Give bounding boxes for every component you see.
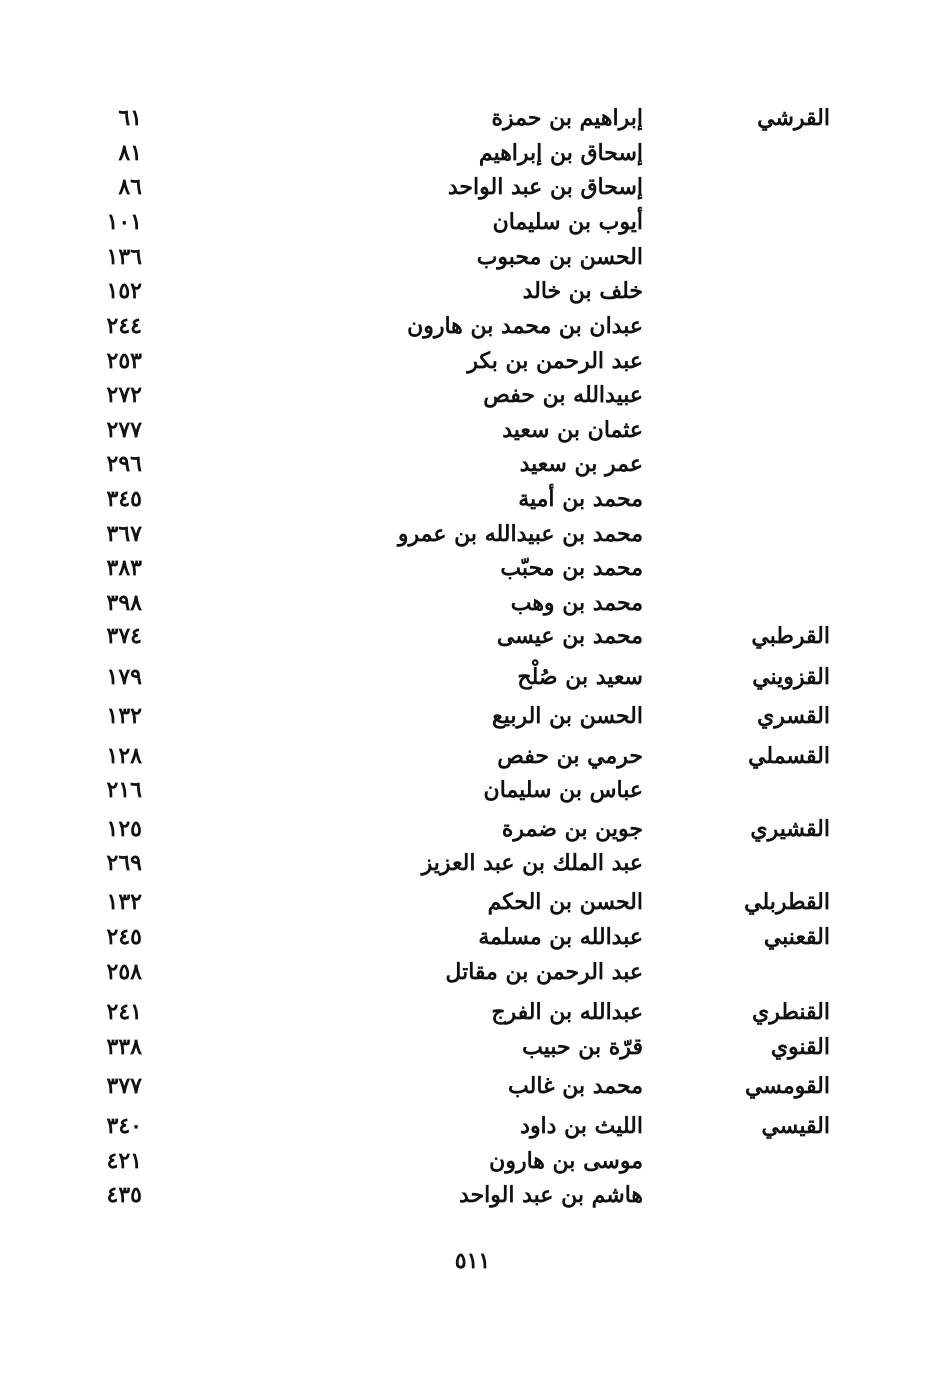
entry-page-number: ٣٨٣ [106,555,142,581]
entry-name: موسى بن هارون [489,1148,643,1174]
entry-nisba: القعنبي [763,924,830,950]
entry-page-number: ٢٤٥ [106,924,142,950]
entry-page-number: ٢٦٩ [106,850,142,876]
index-entry [0,346,945,376]
entry-page-number: ٢٧٢ [106,382,142,408]
entry-name: عبيدالله بن حفص [483,382,643,408]
entry-page-number: ٣٧٧ [106,1073,142,1099]
index-entry [0,207,945,237]
entry-page-number: ٢٥٣ [106,348,142,374]
entry-name: محمد بن أمية [518,486,643,512]
index-entry [0,1180,945,1210]
entry-name: عبدالله بن مسلمة [478,924,643,950]
index-entry [0,1111,945,1141]
entry-name: الحسن بن محبوب [476,244,643,270]
entry-page-number: ٢٥٨ [106,959,142,985]
entry-page-number: ٤٢١ [106,1148,142,1174]
index-entry [0,138,945,168]
entry-page-number: ٨٦ [118,174,142,200]
entry-name: إبراهيم بن حمزة [491,105,643,131]
entry-page-number: ٢١٦ [106,777,142,803]
entry-page-number: ٣٩٨ [106,590,142,616]
entry-name: محمد بن غالب [508,1073,643,1099]
index-entry [0,887,945,917]
index-entry [0,1032,945,1062]
index-entry [0,701,945,731]
index-entry [0,1146,945,1176]
entry-page-number: ١٢٨ [106,743,142,769]
index-entry [0,553,945,583]
entry-page-number: ١٣٦ [106,244,142,270]
entry-nisba: القرطبي [751,623,830,649]
entry-name: سعيد بن صُلْح [517,664,643,690]
index-entry [0,519,945,549]
index-entry [0,662,945,692]
index-entry [0,775,945,805]
entry-name: عبد الرحمن بن مقاتل [445,959,643,985]
entry-name: محمد بن عيسى [496,623,643,649]
entry-page-number: ٣٧٤ [106,623,142,649]
entry-page-number: ١٣٢ [106,889,142,915]
index-entry [0,242,945,272]
index-entry [0,814,945,844]
entry-name: عباس بن سليمان [483,777,643,803]
entry-name: إسحاق بن إبراهيم [478,140,643,166]
entry-name: الحسن بن الربيع [491,703,643,729]
index-entry [0,621,945,651]
index-entry [0,997,945,1027]
entry-nisba: القنوي [770,1034,830,1060]
page-number: ٥١١ [454,1248,491,1274]
entry-name: خلف بن خالد [522,278,643,304]
entry-page-number: ١٧٩ [106,664,142,690]
entry-nisba: القيسي [761,1113,830,1139]
entry-name: عبد الرحمن بن بكر [467,348,643,374]
entry-nisba: القسملي [748,743,830,769]
entry-name: هاشم بن عبد الواحد [459,1182,643,1208]
entry-name: محمد بن وهب [510,590,643,616]
entry-page-number: ٣٤٠ [106,1113,142,1139]
entry-page-number: ٨١ [118,140,142,166]
entry-page-number: ١٠١ [106,209,142,235]
entry-page-number: ٣٤٥ [106,486,142,512]
entry-nisba: القزويني [752,664,830,690]
entry-page-number: ٢٩٦ [106,451,142,477]
entry-name: عبدان بن محمد بن هارون [407,313,643,339]
index-entry [0,415,945,445]
entry-page-number: ١٣٢ [106,703,142,729]
entry-page-number: ٦١ [118,105,142,131]
index-entry [0,741,945,771]
entry-name: عمر بن سعيد [519,451,643,477]
entry-nisba: القشيري [750,816,830,842]
entry-page-number: ٣٦٧ [106,521,142,547]
index-entry [0,848,945,878]
index-entry [0,449,945,479]
entry-nisba: القطربلي [744,889,830,915]
entry-name: عبد الملك بن عبد العزيز [421,850,643,876]
index-entry [0,380,945,410]
entry-name: عثمان بن سعيد [502,417,643,443]
entry-page-number: ٢٤٤ [106,313,142,339]
index-entry [0,588,945,618]
index-entry [0,172,945,202]
index-entry [0,922,945,952]
index-entry [0,1071,945,1101]
entry-name: أيوب بن سليمان [492,209,643,235]
entry-page-number: ٢٧٧ [106,417,142,443]
index-entry [0,957,945,987]
entry-page-number: ٤٣٥ [106,1182,142,1208]
entry-name: إسحاق بن عبد الواحد [447,174,643,200]
entry-nisba: القسري [757,703,830,729]
entry-page-number: ١٥٢ [106,278,142,304]
entry-name: محمد بن عبيدالله بن عمرو [397,521,643,547]
entry-page-number: ١٢٥ [106,816,142,842]
entry-name: الليث بن داود [520,1113,643,1139]
entry-name: عبدالله بن الفرج [491,999,643,1025]
entry-nisba: القنطري [752,999,830,1025]
index-entry [0,311,945,341]
entry-name: حرمي بن حفص [497,743,643,769]
index-entry [0,103,945,133]
entry-page-number: ٢٤١ [106,999,142,1025]
entry-name: الحسن بن الحكم [487,889,643,915]
entry-name: قرّة بن حبيب [522,1034,643,1060]
entry-page-number: ٣٣٨ [106,1034,142,1060]
entry-name: محمد بن محبّب [500,555,643,581]
entry-nisba: القومسي [744,1073,830,1099]
index-entry [0,484,945,514]
index-entry [0,276,945,306]
entry-name: جوين بن ضمرة [501,816,643,842]
entry-nisba: القرشي [757,105,830,131]
